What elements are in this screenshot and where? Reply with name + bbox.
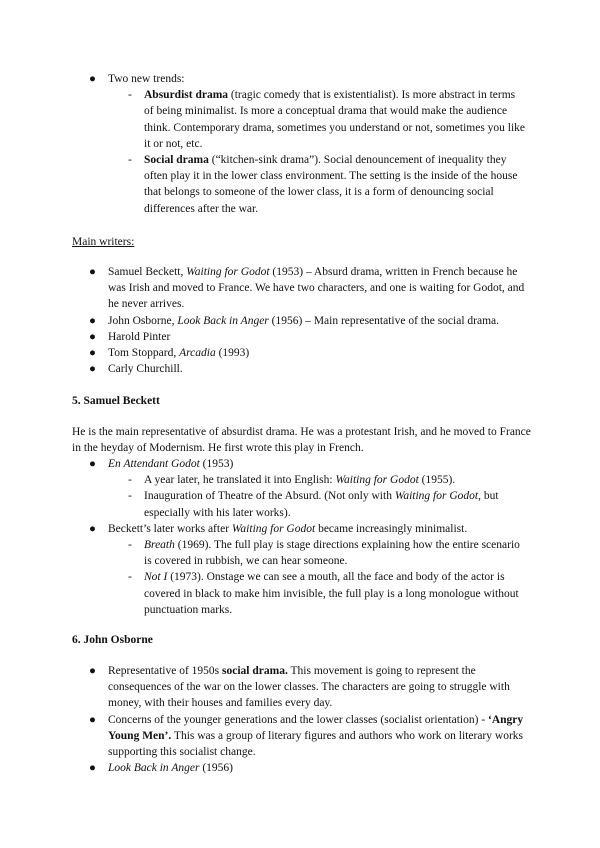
bullet-icon: ● <box>89 330 96 343</box>
bullet-icon: ● <box>89 73 96 85</box>
work-title: Breath <box>144 539 175 552</box>
writer-note: (1953) – Absurd drama, written in French because he was Irish and moved to France. We have two characters, and one is waiting for Godot, and he never arrives. <box>108 266 525 311</box>
sub-text: Inauguration of Theatre of the Absurd. (Not only with <box>144 490 395 503</box>
absurdist-text: (tragic comedy that is existentialist). Is more abstract in terms of being minimalist. Is more a conceptual drama that would make the audience think. Contemporary drama, sometimes you understand or not, sometimes you like it or not, etc. <box>144 89 526 150</box>
bullet-icon: ● <box>89 713 96 726</box>
social-text: (“kitchen-sink drama”). Social denouncement of inequality they often play it in the lower class environment. The setting is the inside of the house that belongs to someone of the lower class, it is a form of denouncing social differences after the war. <box>144 154 518 215</box>
trends-list <box>0 71 600 217</box>
list-item <box>0 712 528 761</box>
work-title: Waiting for Godot <box>186 266 270 278</box>
sub-list-item <box>0 537 526 569</box>
bullet-icon: ● <box>89 314 96 327</box>
work-title: Look Back in Anger <box>177 314 269 327</box>
writers-list <box>0 264 600 377</box>
item-text: This movement is going to represent the consequences of the war on the lower classes. The characters are going to struggle with money, with their houses and families every day. <box>108 665 510 710</box>
beckett-intro: He is the main representative of absurdist drama. He was a protestant Irish, and he moved to France in the heyday of Modernism. He first wrote this play in French. <box>72 426 531 455</box>
sub-text: (1955). <box>418 474 456 487</box>
list-item <box>0 760 528 776</box>
writer-name: Carly Churchill. <box>108 363 183 376</box>
writer-note: (1956) – Main representative of the social drama. <box>268 314 500 327</box>
bullet-icon: ● <box>89 522 96 535</box>
beckett-list <box>0 456 600 618</box>
list-item <box>0 521 528 537</box>
list-item <box>0 71 528 87</box>
item-text: This was a group of literary figures and authors who work on literary works supporting this socialist change. <box>108 729 523 759</box>
work-title: Arcadia <box>179 347 216 360</box>
sub-text: (1973). Onstage we can see a mouth, all the face and body of the actor is covered in black to make him invisible, the full play is a long monologue without punctuation marks. <box>144 571 519 616</box>
list-item <box>0 313 528 329</box>
item-text: Beckett’s later works after <box>108 522 232 535</box>
bullet-icon: ● <box>89 458 96 470</box>
sub-list-item <box>0 488 526 520</box>
list-item <box>0 345 528 361</box>
dash-icon: - <box>128 154 132 167</box>
bold-term: ‘Angry Young Men’. <box>108 713 524 742</box>
list-item <box>0 456 528 472</box>
dash-icon: - <box>128 474 132 487</box>
list-item <box>0 663 528 712</box>
sub-list-item <box>0 569 526 618</box>
work-title: Waiting for Godot <box>335 474 419 487</box>
work-year: (1953) <box>199 458 234 470</box>
social-term: Social drama <box>144 154 209 167</box>
writer-name: Tom Stoppard, <box>108 347 180 360</box>
work-title: Waiting for Godot <box>231 522 316 535</box>
sub-list-item <box>0 87 526 152</box>
list-item <box>0 329 528 345</box>
sub-list-item <box>0 472 526 488</box>
work-title: Look Back in Anger <box>108 762 200 775</box>
bullet-icon: ● <box>89 347 96 360</box>
writer-name: John Osborne, <box>108 314 178 327</box>
item-text: became increasingly minimalist. <box>315 522 468 535</box>
list-item <box>0 264 528 313</box>
beckett-heading: 5. Samuel Beckett <box>72 395 160 407</box>
absurdist-term: Absurdist drama <box>144 89 229 102</box>
work-title: En Attendant Godot <box>108 458 200 470</box>
trends-intro: Two new trends: <box>108 73 185 85</box>
work-year: (1956) <box>199 762 233 775</box>
osborne-list <box>0 663 600 776</box>
dash-icon: - <box>128 539 132 552</box>
bold-term: social drama. <box>222 665 288 677</box>
list-item <box>0 361 528 377</box>
sub-text: , but especially with his later works). <box>144 490 499 519</box>
dash-icon: - <box>128 571 132 584</box>
dash-icon: - <box>128 89 132 102</box>
work-title: Waiting for Godot <box>394 490 479 503</box>
bullet-icon: ● <box>89 665 96 677</box>
writer-name: Samuel Beckett, <box>108 266 187 278</box>
work-title: Not I <box>144 571 168 584</box>
dash-icon: - <box>128 490 132 503</box>
sub-text: (1969). The full play is stage directions explaining how the entire scenario is covered in rubbish, we can hear someone. <box>144 539 520 568</box>
bullet-icon: ● <box>89 363 96 376</box>
bullet-icon: ● <box>89 266 96 278</box>
sub-text: A year later, he translated it into English: <box>144 474 336 487</box>
writer-note: (1993) <box>215 347 250 360</box>
writer-name: Harold Pinter <box>108 330 171 343</box>
main-writers-heading: Main writers: <box>72 236 135 248</box>
item-text: Concerns of the younger generations and the lower classes (socialist orientation) - <box>108 713 489 726</box>
osborne-heading: 6. John Osborne <box>72 634 153 646</box>
item-text: Representative of 1950s <box>108 665 223 677</box>
sub-list-item <box>0 152 526 217</box>
bullet-icon: ● <box>89 762 96 775</box>
